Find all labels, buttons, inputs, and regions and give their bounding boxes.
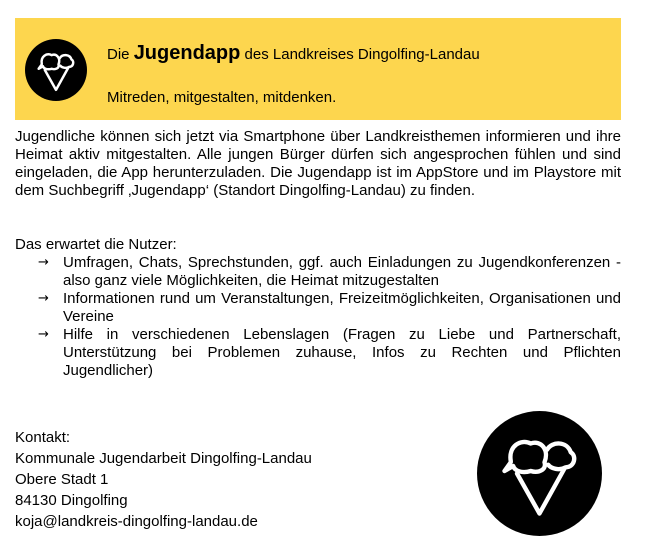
list-item	[15, 254, 621, 290]
app-name: Jugendapp	[133, 42, 241, 64]
arrow-right-icon: →	[38, 327, 49, 342]
contact-street: Obere Stadt 1	[15, 471, 109, 488]
header-title	[107, 42, 480, 65]
list-item-text: Informationen rund um Veranstaltungen, Freizeitmöglichkeiten, Organisationen und Vereine	[63, 290, 621, 325]
features-list	[15, 254, 621, 380]
contact-organization: Kommunale Jugendarbeit Dingolfing-Landau	[15, 450, 312, 467]
list-item-text: Hilfe in verschiedenen Lebenslagen (Fragen zu Liebe und Partnerschaft, Unterstützung bei Problemen zuhause, Infos zu Rechten und Pflichten Jugendlicher)	[63, 326, 621, 379]
intro-paragraph: Jugendliche können sich jetzt via Smartphone über Landkreisthemen informieren und ihre Heimat aktiv mitgestalten. Alle jungen Bürger dürfen sich angesprochen fühlen und sind eingeladen, die App herunterzuladen. Die Jugendapp ist im AppStore und im Playstore mit dem Suchbegriff ‚Jugendapp‘ (Standort Dingolfing-Landau) zu finden.	[15, 128, 621, 199]
list-item	[15, 290, 621, 326]
ice-cream-speech-bubble-icon	[25, 39, 87, 101]
contact-city: 84130 Dingolfing	[15, 492, 128, 509]
header-title-prefix: Die	[107, 46, 130, 63]
contact-block	[15, 427, 312, 532]
features-lead: Das erwartet die Nutzer:	[15, 236, 177, 253]
header-title-suffix: des Landkreises Dingolfing-Landau	[244, 46, 480, 63]
header-banner	[15, 18, 621, 120]
header-slogan: Mitreden, mitgestalten, mitdenken.	[107, 89, 337, 106]
list-item	[15, 326, 621, 380]
contact-email[interactable]: koja@landkreis-dingolfing-landau.de	[15, 513, 258, 530]
arrow-right-icon: →	[38, 291, 49, 306]
arrow-right-icon: →	[38, 255, 49, 270]
contact-label: Kontakt:	[15, 429, 71, 446]
ice-cream-speech-bubble-icon	[477, 411, 602, 536]
list-item-text: Umfragen, Chats, Sprechstunden, ggf. auch Einladungen zu Jugendkonferenzen - also ganz viele Möglichkeiten, die Heimat mitzugestalten	[63, 254, 621, 289]
